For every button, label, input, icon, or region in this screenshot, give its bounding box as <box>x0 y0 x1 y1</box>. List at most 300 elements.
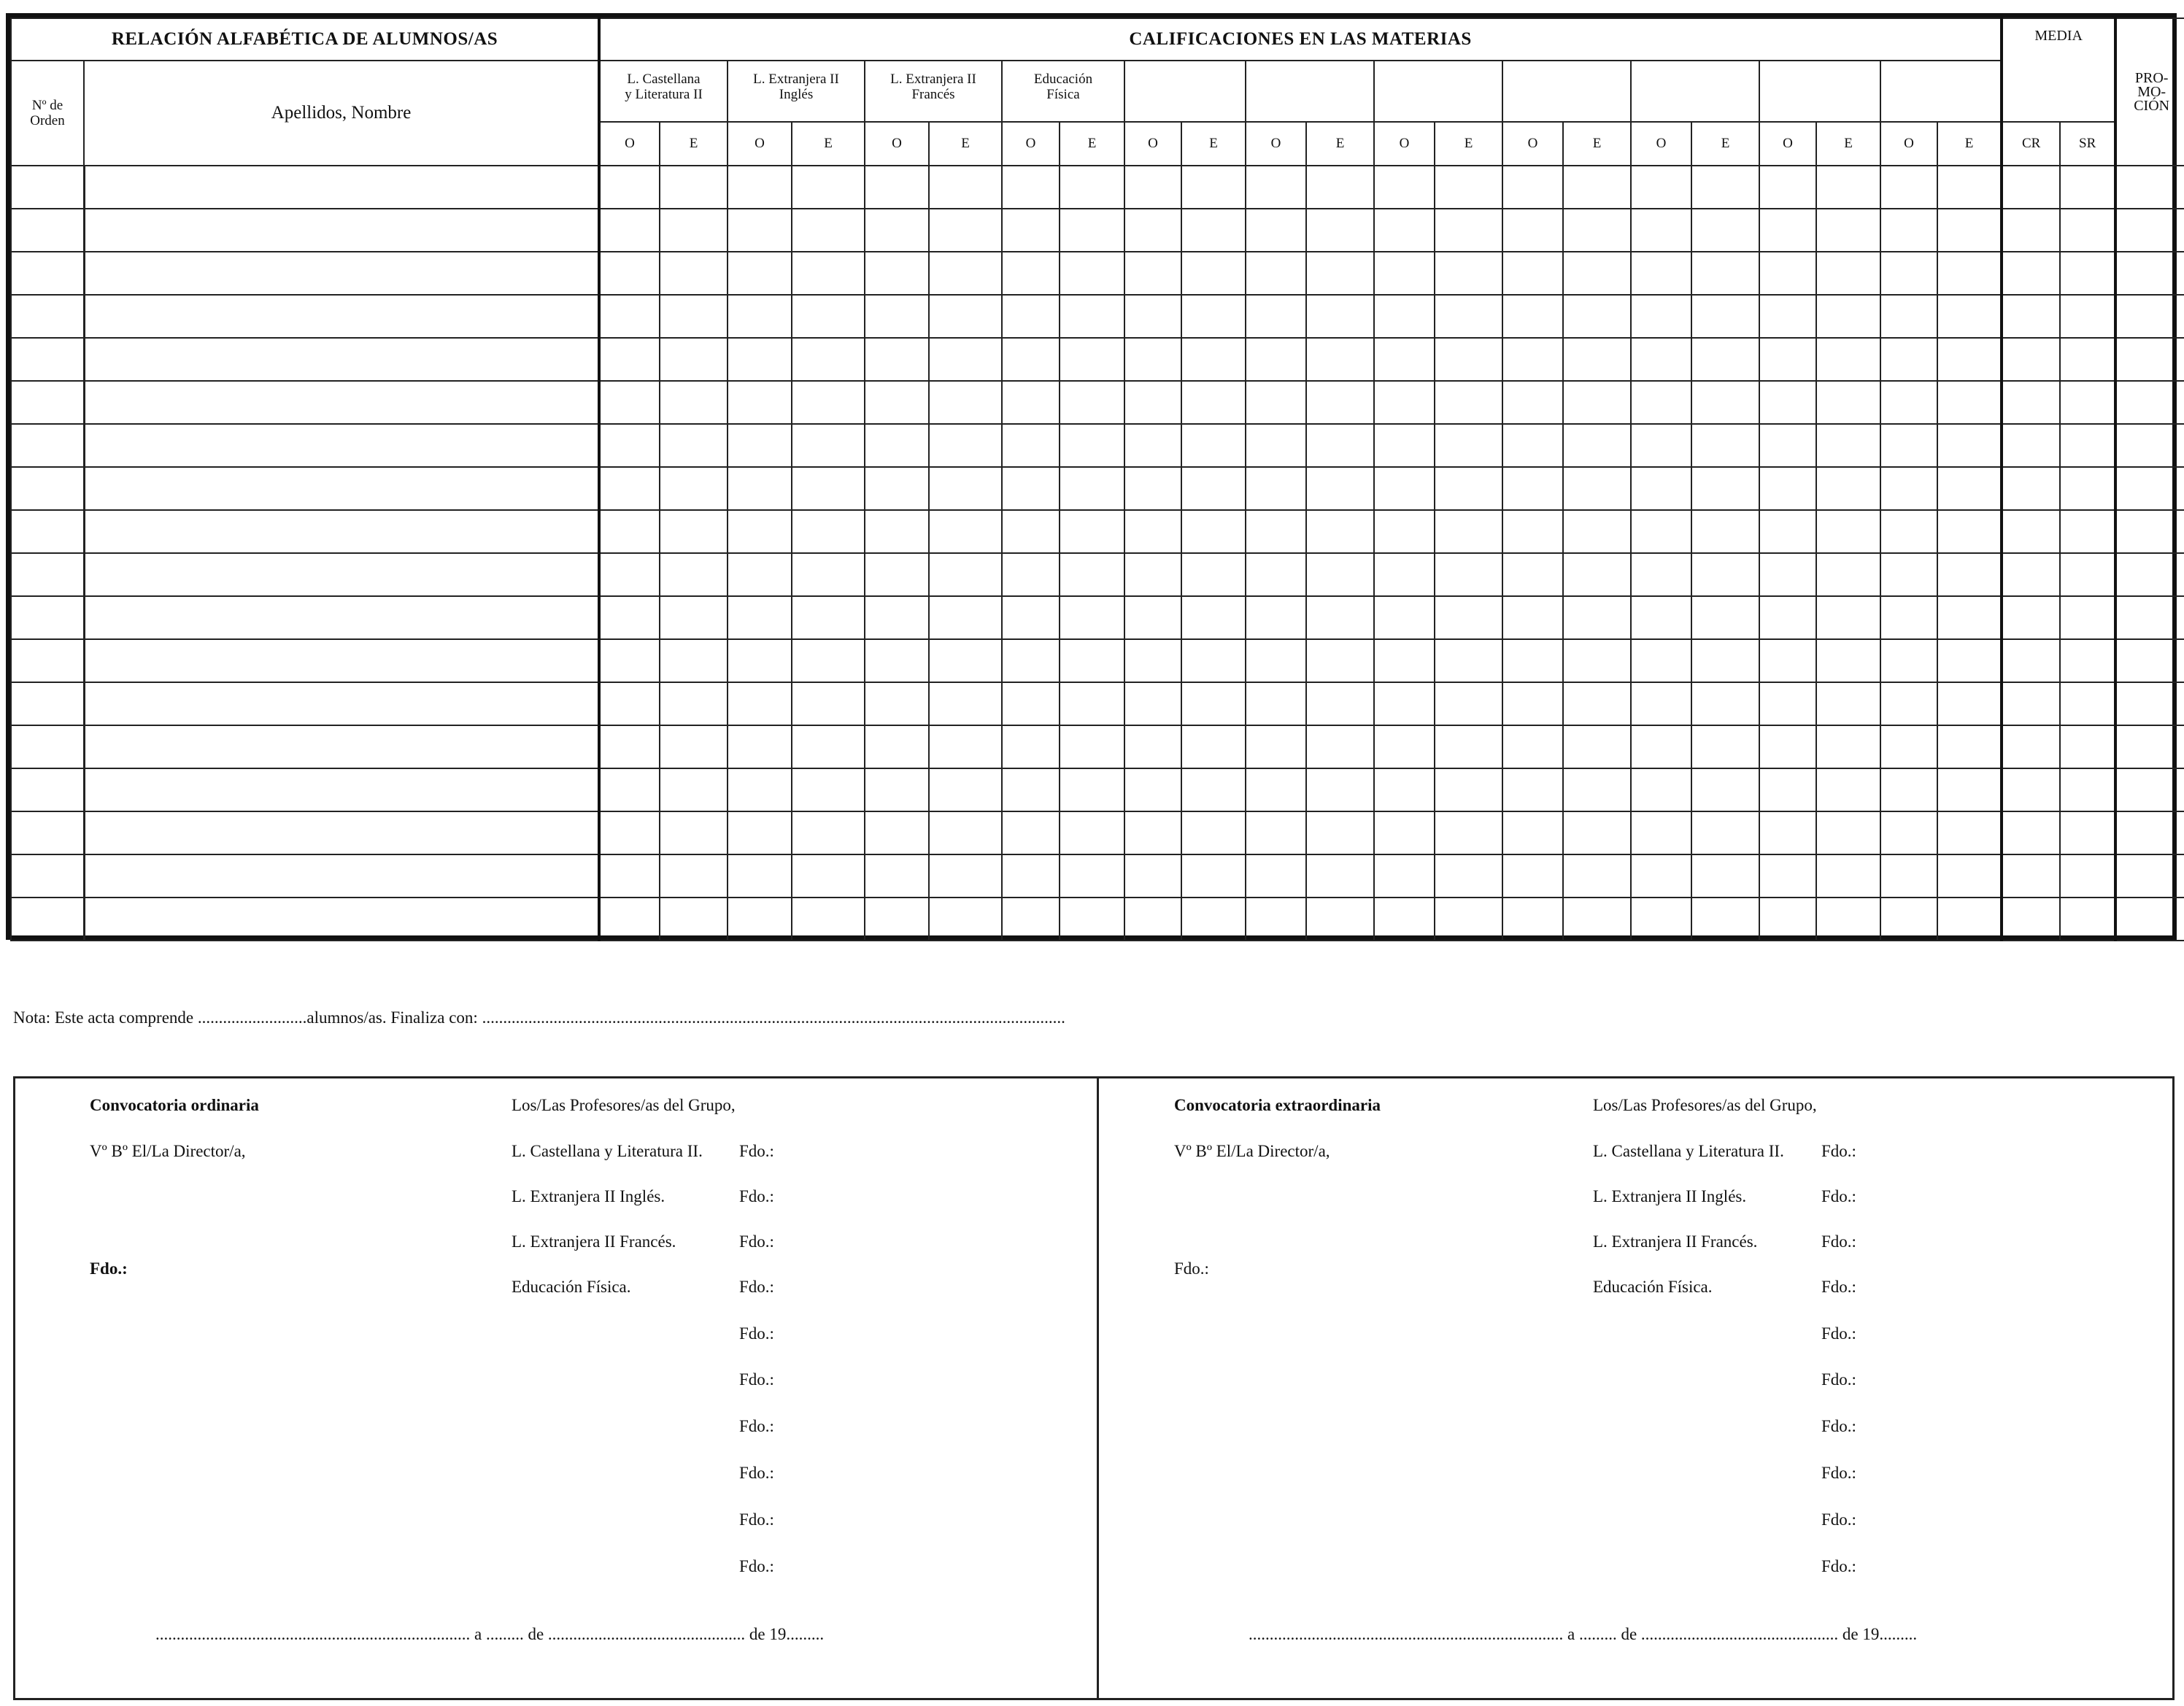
grade-cell[interactable] <box>1181 166 1246 209</box>
grade-cell[interactable] <box>1759 811 1816 854</box>
grade-cell[interactable] <box>1563 209 1631 252</box>
grade-cell[interactable] <box>1502 209 1563 252</box>
grade-cell[interactable] <box>1563 898 1631 941</box>
grade-cell[interactable] <box>1374 424 1435 467</box>
grade-cell[interactable] <box>1181 639 1246 682</box>
grade-cell[interactable] <box>1691 209 1759 252</box>
grade-cell[interactable] <box>1435 295 1502 338</box>
grade-cell[interactable] <box>929 596 1002 639</box>
grade-cell[interactable] <box>1124 639 1181 682</box>
grade-cell[interactable] <box>1060 725 1124 768</box>
media-cr-cell[interactable] <box>2002 467 2060 510</box>
grade-cell[interactable] <box>599 639 660 682</box>
order-number-cell[interactable] <box>11 898 84 941</box>
grade-cell[interactable] <box>1435 725 1502 768</box>
media-sr-cell[interactable] <box>2060 596 2115 639</box>
grade-cell[interactable] <box>1060 682 1124 725</box>
grade-cell[interactable] <box>1563 639 1631 682</box>
student-name-cell[interactable] <box>84 682 599 725</box>
grade-cell[interactable] <box>1937 898 2002 941</box>
grade-cell[interactable] <box>1631 898 1691 941</box>
grade-cell[interactable] <box>929 639 1002 682</box>
grade-cell[interactable] <box>1631 252 1691 295</box>
grade-cell[interactable] <box>1937 381 2002 424</box>
grade-cell[interactable] <box>1374 381 1435 424</box>
grade-cell[interactable] <box>929 811 1002 854</box>
grade-cell[interactable] <box>599 553 660 596</box>
grade-cell[interactable] <box>660 510 728 553</box>
grade-cell[interactable] <box>1880 596 1937 639</box>
grade-cell[interactable] <box>1759 639 1816 682</box>
grade-cell[interactable] <box>1937 295 2002 338</box>
grade-cell[interactable] <box>1759 596 1816 639</box>
grade-cell[interactable] <box>1246 898 1306 941</box>
grade-cell[interactable] <box>1691 768 1759 811</box>
grade-cell[interactable] <box>1002 166 1060 209</box>
grade-cell[interactable] <box>1691 898 1759 941</box>
grade-cell[interactable] <box>1246 510 1306 553</box>
media-cr-cell[interactable] <box>2002 682 2060 725</box>
media-sr-cell[interactable] <box>2060 510 2115 553</box>
grade-cell[interactable] <box>660 295 728 338</box>
grade-cell[interactable] <box>1435 811 1502 854</box>
order-number-cell[interactable] <box>11 209 84 252</box>
grade-cell[interactable] <box>1816 424 1880 467</box>
order-number-cell[interactable] <box>11 424 84 467</box>
grade-cell[interactable] <box>865 166 929 209</box>
grade-cell[interactable] <box>1759 854 1816 898</box>
grade-cell[interactable] <box>1435 510 1502 553</box>
grade-cell[interactable] <box>1631 338 1691 381</box>
grade-cell[interactable] <box>1060 467 1124 510</box>
grade-cell[interactable] <box>1306 209 1374 252</box>
grade-cell[interactable] <box>1937 424 2002 467</box>
grade-cell[interactable] <box>1502 166 1563 209</box>
promocion-cell[interactable] <box>2115 338 2184 381</box>
grade-cell[interactable] <box>1435 854 1502 898</box>
grade-cell[interactable] <box>1124 338 1181 381</box>
student-name-cell[interactable] <box>84 338 599 381</box>
grade-cell[interactable] <box>1060 553 1124 596</box>
grade-cell[interactable] <box>1306 898 1374 941</box>
grade-cell[interactable] <box>1306 854 1374 898</box>
grade-cell[interactable] <box>1937 338 2002 381</box>
media-sr-cell[interactable] <box>2060 768 2115 811</box>
grade-cell[interactable] <box>865 811 929 854</box>
grade-cell[interactable] <box>728 424 792 467</box>
grade-cell[interactable] <box>1759 553 1816 596</box>
grade-cell[interactable] <box>1181 725 1246 768</box>
promocion-cell[interactable] <box>2115 639 2184 682</box>
grade-cell[interactable] <box>865 510 929 553</box>
grade-cell[interactable] <box>660 898 728 941</box>
grade-cell[interactable] <box>1816 768 1880 811</box>
grade-cell[interactable] <box>1374 596 1435 639</box>
grade-cell[interactable] <box>865 682 929 725</box>
grade-cell[interactable] <box>1246 811 1306 854</box>
media-sr-cell[interactable] <box>2060 725 2115 768</box>
grade-cell[interactable] <box>1631 553 1691 596</box>
grade-cell[interactable] <box>728 295 792 338</box>
grade-cell[interactable] <box>1246 209 1306 252</box>
grade-cell[interactable] <box>599 682 660 725</box>
order-number-cell[interactable] <box>11 596 84 639</box>
order-number-cell[interactable] <box>11 166 84 209</box>
grade-cell[interactable] <box>1631 467 1691 510</box>
grade-cell[interactable] <box>929 553 1002 596</box>
grade-cell[interactable] <box>1246 424 1306 467</box>
grade-cell[interactable] <box>1816 338 1880 381</box>
grade-cell[interactable] <box>1937 811 2002 854</box>
grade-cell[interactable] <box>728 682 792 725</box>
grade-cell[interactable] <box>1563 166 1631 209</box>
grade-cell[interactable] <box>1691 467 1759 510</box>
grade-cell[interactable] <box>1124 854 1181 898</box>
grade-cell[interactable] <box>1246 338 1306 381</box>
grade-cell[interactable] <box>728 854 792 898</box>
grade-cell[interactable] <box>599 295 660 338</box>
media-sr-cell[interactable] <box>2060 467 2115 510</box>
grade-cell[interactable] <box>1306 510 1374 553</box>
grade-cell[interactable] <box>599 166 660 209</box>
grade-cell[interactable] <box>1374 854 1435 898</box>
grade-cell[interactable] <box>865 596 929 639</box>
grade-cell[interactable] <box>1816 682 1880 725</box>
grade-cell[interactable] <box>660 252 728 295</box>
grade-cell[interactable] <box>1002 209 1060 252</box>
grade-cell[interactable] <box>1002 553 1060 596</box>
grade-cell[interactable] <box>1631 725 1691 768</box>
media-sr-cell[interactable] <box>2060 682 2115 725</box>
grade-cell[interactable] <box>929 209 1002 252</box>
grade-cell[interactable] <box>1880 898 1937 941</box>
media-cr-cell[interactable] <box>2002 424 2060 467</box>
grade-cell[interactable] <box>1880 209 1937 252</box>
grade-cell[interactable] <box>660 768 728 811</box>
grade-cell[interactable] <box>1880 467 1937 510</box>
grade-cell[interactable] <box>1759 252 1816 295</box>
grade-cell[interactable] <box>929 768 1002 811</box>
grade-cell[interactable] <box>599 209 660 252</box>
grade-cell[interactable] <box>1181 338 1246 381</box>
grade-cell[interactable] <box>1002 338 1060 381</box>
order-number-cell[interactable] <box>11 768 84 811</box>
grade-cell[interactable] <box>728 338 792 381</box>
promocion-cell[interactable] <box>2115 854 2184 898</box>
grade-cell[interactable] <box>1816 898 1880 941</box>
grade-cell[interactable] <box>1181 381 1246 424</box>
grade-cell[interactable] <box>792 854 865 898</box>
student-name-cell[interactable] <box>84 596 599 639</box>
grade-cell[interactable] <box>1563 596 1631 639</box>
grade-cell[interactable] <box>792 338 865 381</box>
promocion-cell[interactable] <box>2115 252 2184 295</box>
grade-cell[interactable] <box>1306 596 1374 639</box>
grade-cell[interactable] <box>1435 252 1502 295</box>
grade-cell[interactable] <box>865 424 929 467</box>
promocion-cell[interactable] <box>2115 811 2184 854</box>
grade-cell[interactable] <box>728 811 792 854</box>
grade-cell[interactable] <box>1759 768 1816 811</box>
grade-cell[interactable] <box>865 854 929 898</box>
grade-cell[interactable] <box>599 898 660 941</box>
grade-cell[interactable] <box>1002 596 1060 639</box>
media-sr-cell[interactable] <box>2060 295 2115 338</box>
grade-cell[interactable] <box>1060 166 1124 209</box>
grade-cell[interactable] <box>792 510 865 553</box>
student-name-cell[interactable] <box>84 854 599 898</box>
grade-cell[interactable] <box>1060 381 1124 424</box>
grade-cell[interactable] <box>1563 338 1631 381</box>
grade-cell[interactable] <box>1374 553 1435 596</box>
grade-cell[interactable] <box>1691 811 1759 854</box>
grade-cell[interactable] <box>599 725 660 768</box>
grade-cell[interactable] <box>1435 898 1502 941</box>
grade-cell[interactable] <box>728 252 792 295</box>
grade-cell[interactable] <box>1937 553 2002 596</box>
student-name-cell[interactable] <box>84 209 599 252</box>
grade-cell[interactable] <box>1374 682 1435 725</box>
order-number-cell[interactable] <box>11 854 84 898</box>
grade-cell[interactable] <box>1880 252 1937 295</box>
order-number-cell[interactable] <box>11 467 84 510</box>
grade-cell[interactable] <box>1691 338 1759 381</box>
grade-cell[interactable] <box>865 338 929 381</box>
student-name-cell[interactable] <box>84 898 599 941</box>
media-sr-cell[interactable] <box>2060 639 2115 682</box>
grade-cell[interactable] <box>1691 510 1759 553</box>
promocion-cell[interactable] <box>2115 898 2184 941</box>
promocion-cell[interactable] <box>2115 209 2184 252</box>
grade-cell[interactable] <box>1759 166 1816 209</box>
grade-cell[interactable] <box>1306 553 1374 596</box>
grade-cell[interactable] <box>1816 725 1880 768</box>
student-name-cell[interactable] <box>84 510 599 553</box>
grade-cell[interactable] <box>1060 811 1124 854</box>
media-cr-cell[interactable] <box>2002 725 2060 768</box>
grade-cell[interactable] <box>1631 381 1691 424</box>
grade-cell[interactable] <box>1435 166 1502 209</box>
grade-cell[interactable] <box>1002 252 1060 295</box>
student-name-cell[interactable] <box>84 553 599 596</box>
grade-cell[interactable] <box>792 252 865 295</box>
grade-cell[interactable] <box>1181 252 1246 295</box>
grade-cell[interactable] <box>1759 510 1816 553</box>
grade-cell[interactable] <box>1246 381 1306 424</box>
grade-cell[interactable] <box>929 510 1002 553</box>
grade-cell[interactable] <box>1002 381 1060 424</box>
grade-cell[interactable] <box>1306 682 1374 725</box>
grade-cell[interactable] <box>1691 381 1759 424</box>
grade-cell[interactable] <box>1631 166 1691 209</box>
grade-cell[interactable] <box>599 768 660 811</box>
order-number-cell[interactable] <box>11 295 84 338</box>
grade-cell[interactable] <box>1124 768 1181 811</box>
grade-cell[interactable] <box>792 209 865 252</box>
grade-cell[interactable] <box>1631 295 1691 338</box>
grade-cell[interactable] <box>1502 682 1563 725</box>
grade-cell[interactable] <box>1124 424 1181 467</box>
grade-cell[interactable] <box>660 424 728 467</box>
grade-cell[interactable] <box>1306 338 1374 381</box>
media-sr-cell[interactable] <box>2060 811 2115 854</box>
grade-cell[interactable] <box>1880 510 1937 553</box>
grade-cell[interactable] <box>1060 424 1124 467</box>
media-cr-cell[interactable] <box>2002 898 2060 941</box>
media-sr-cell[interactable] <box>2060 381 2115 424</box>
grade-cell[interactable] <box>792 424 865 467</box>
grade-cell[interactable] <box>1563 854 1631 898</box>
grade-cell[interactable] <box>1502 424 1563 467</box>
grade-cell[interactable] <box>792 596 865 639</box>
grade-cell[interactable] <box>1880 639 1937 682</box>
grade-cell[interactable] <box>865 467 929 510</box>
grade-cell[interactable] <box>865 725 929 768</box>
grade-cell[interactable] <box>1937 510 2002 553</box>
media-cr-cell[interactable] <box>2002 209 2060 252</box>
grade-cell[interactable] <box>1374 510 1435 553</box>
grade-cell[interactable] <box>599 467 660 510</box>
grade-cell[interactable] <box>1759 381 1816 424</box>
grade-cell[interactable] <box>792 381 865 424</box>
grade-cell[interactable] <box>660 381 728 424</box>
grade-cell[interactable] <box>1002 467 1060 510</box>
promocion-cell[interactable] <box>2115 166 2184 209</box>
grade-cell[interactable] <box>1374 898 1435 941</box>
grade-cell[interactable] <box>865 639 929 682</box>
grade-cell[interactable] <box>1124 209 1181 252</box>
grade-cell[interactable] <box>1759 209 1816 252</box>
promocion-cell[interactable] <box>2115 510 2184 553</box>
grade-cell[interactable] <box>865 898 929 941</box>
grade-cell[interactable] <box>792 898 865 941</box>
grade-cell[interactable] <box>1124 553 1181 596</box>
grade-cell[interactable] <box>929 252 1002 295</box>
grade-cell[interactable] <box>1691 166 1759 209</box>
grade-cell[interactable] <box>1691 252 1759 295</box>
grade-cell[interactable] <box>599 811 660 854</box>
grade-cell[interactable] <box>1435 682 1502 725</box>
media-cr-cell[interactable] <box>2002 381 2060 424</box>
grade-cell[interactable] <box>1124 166 1181 209</box>
grade-cell[interactable] <box>1816 553 1880 596</box>
grade-cell[interactable] <box>1816 510 1880 553</box>
grade-cell[interactable] <box>1691 725 1759 768</box>
grade-cell[interactable] <box>1002 725 1060 768</box>
grade-cell[interactable] <box>1563 725 1631 768</box>
media-cr-cell[interactable] <box>2002 596 2060 639</box>
grade-cell[interactable] <box>929 854 1002 898</box>
grade-cell[interactable] <box>1880 295 1937 338</box>
grade-cell[interactable] <box>1937 209 2002 252</box>
grade-cell[interactable] <box>792 725 865 768</box>
grade-cell[interactable] <box>660 682 728 725</box>
grade-cell[interactable] <box>929 682 1002 725</box>
grade-cell[interactable] <box>660 811 728 854</box>
grade-cell[interactable] <box>599 381 660 424</box>
grade-cell[interactable] <box>1563 424 1631 467</box>
grade-cell[interactable] <box>1502 467 1563 510</box>
promocion-cell[interactable] <box>2115 424 2184 467</box>
grade-cell[interactable] <box>865 553 929 596</box>
grade-cell[interactable] <box>1691 295 1759 338</box>
grade-cell[interactable] <box>1631 209 1691 252</box>
grade-cell[interactable] <box>1306 725 1374 768</box>
grade-cell[interactable] <box>1691 854 1759 898</box>
grade-cell[interactable] <box>1435 209 1502 252</box>
promocion-cell[interactable] <box>2115 467 2184 510</box>
grade-cell[interactable] <box>1246 467 1306 510</box>
grade-cell[interactable] <box>660 467 728 510</box>
grade-cell[interactable] <box>728 166 792 209</box>
grade-cell[interactable] <box>1937 854 2002 898</box>
media-sr-cell[interactable] <box>2060 854 2115 898</box>
grade-cell[interactable] <box>1502 252 1563 295</box>
promocion-cell[interactable] <box>2115 596 2184 639</box>
student-name-cell[interactable] <box>84 811 599 854</box>
grade-cell[interactable] <box>599 338 660 381</box>
grade-cell[interactable] <box>1816 295 1880 338</box>
grade-cell[interactable] <box>1374 209 1435 252</box>
grade-cell[interactable] <box>660 338 728 381</box>
grade-cell[interactable] <box>1374 295 1435 338</box>
grade-cell[interactable] <box>1246 166 1306 209</box>
grade-cell[interactable] <box>929 338 1002 381</box>
grade-cell[interactable] <box>1502 725 1563 768</box>
grade-cell[interactable] <box>1631 596 1691 639</box>
grade-cell[interactable] <box>1937 252 2002 295</box>
grade-cell[interactable] <box>1246 682 1306 725</box>
grade-cell[interactable] <box>1631 510 1691 553</box>
grade-cell[interactable] <box>1374 166 1435 209</box>
grade-cell[interactable] <box>792 768 865 811</box>
student-name-cell[interactable] <box>84 166 599 209</box>
grade-cell[interactable] <box>1759 424 1816 467</box>
grade-cell[interactable] <box>660 166 728 209</box>
grade-cell[interactable] <box>1631 639 1691 682</box>
media-sr-cell[interactable] <box>2060 424 2115 467</box>
grade-cell[interactable] <box>1306 467 1374 510</box>
grade-cell[interactable] <box>1816 381 1880 424</box>
grade-cell[interactable] <box>1631 854 1691 898</box>
student-name-cell[interactable] <box>84 295 599 338</box>
grade-cell[interactable] <box>1937 166 2002 209</box>
grade-cell[interactable] <box>1246 639 1306 682</box>
grade-cell[interactable] <box>1563 295 1631 338</box>
grade-cell[interactable] <box>1306 768 1374 811</box>
grade-cell[interactable] <box>1306 811 1374 854</box>
grade-cell[interactable] <box>1880 381 1937 424</box>
grade-cell[interactable] <box>1306 295 1374 338</box>
grade-cell[interactable] <box>728 510 792 553</box>
media-cr-cell[interactable] <box>2002 639 2060 682</box>
grade-cell[interactable] <box>1002 295 1060 338</box>
grade-cell[interactable] <box>792 811 865 854</box>
grade-cell[interactable] <box>1502 898 1563 941</box>
grade-cell[interactable] <box>599 596 660 639</box>
grade-cell[interactable] <box>1759 338 1816 381</box>
grade-cell[interactable] <box>1691 553 1759 596</box>
grade-cell[interactable] <box>1759 725 1816 768</box>
order-number-cell[interactable] <box>11 510 84 553</box>
grade-cell[interactable] <box>728 898 792 941</box>
grade-cell[interactable] <box>1181 811 1246 854</box>
media-cr-cell[interactable] <box>2002 166 2060 209</box>
grade-cell[interactable] <box>1502 510 1563 553</box>
grade-cell[interactable] <box>1374 639 1435 682</box>
grade-cell[interactable] <box>1124 295 1181 338</box>
order-number-cell[interactable] <box>11 811 84 854</box>
